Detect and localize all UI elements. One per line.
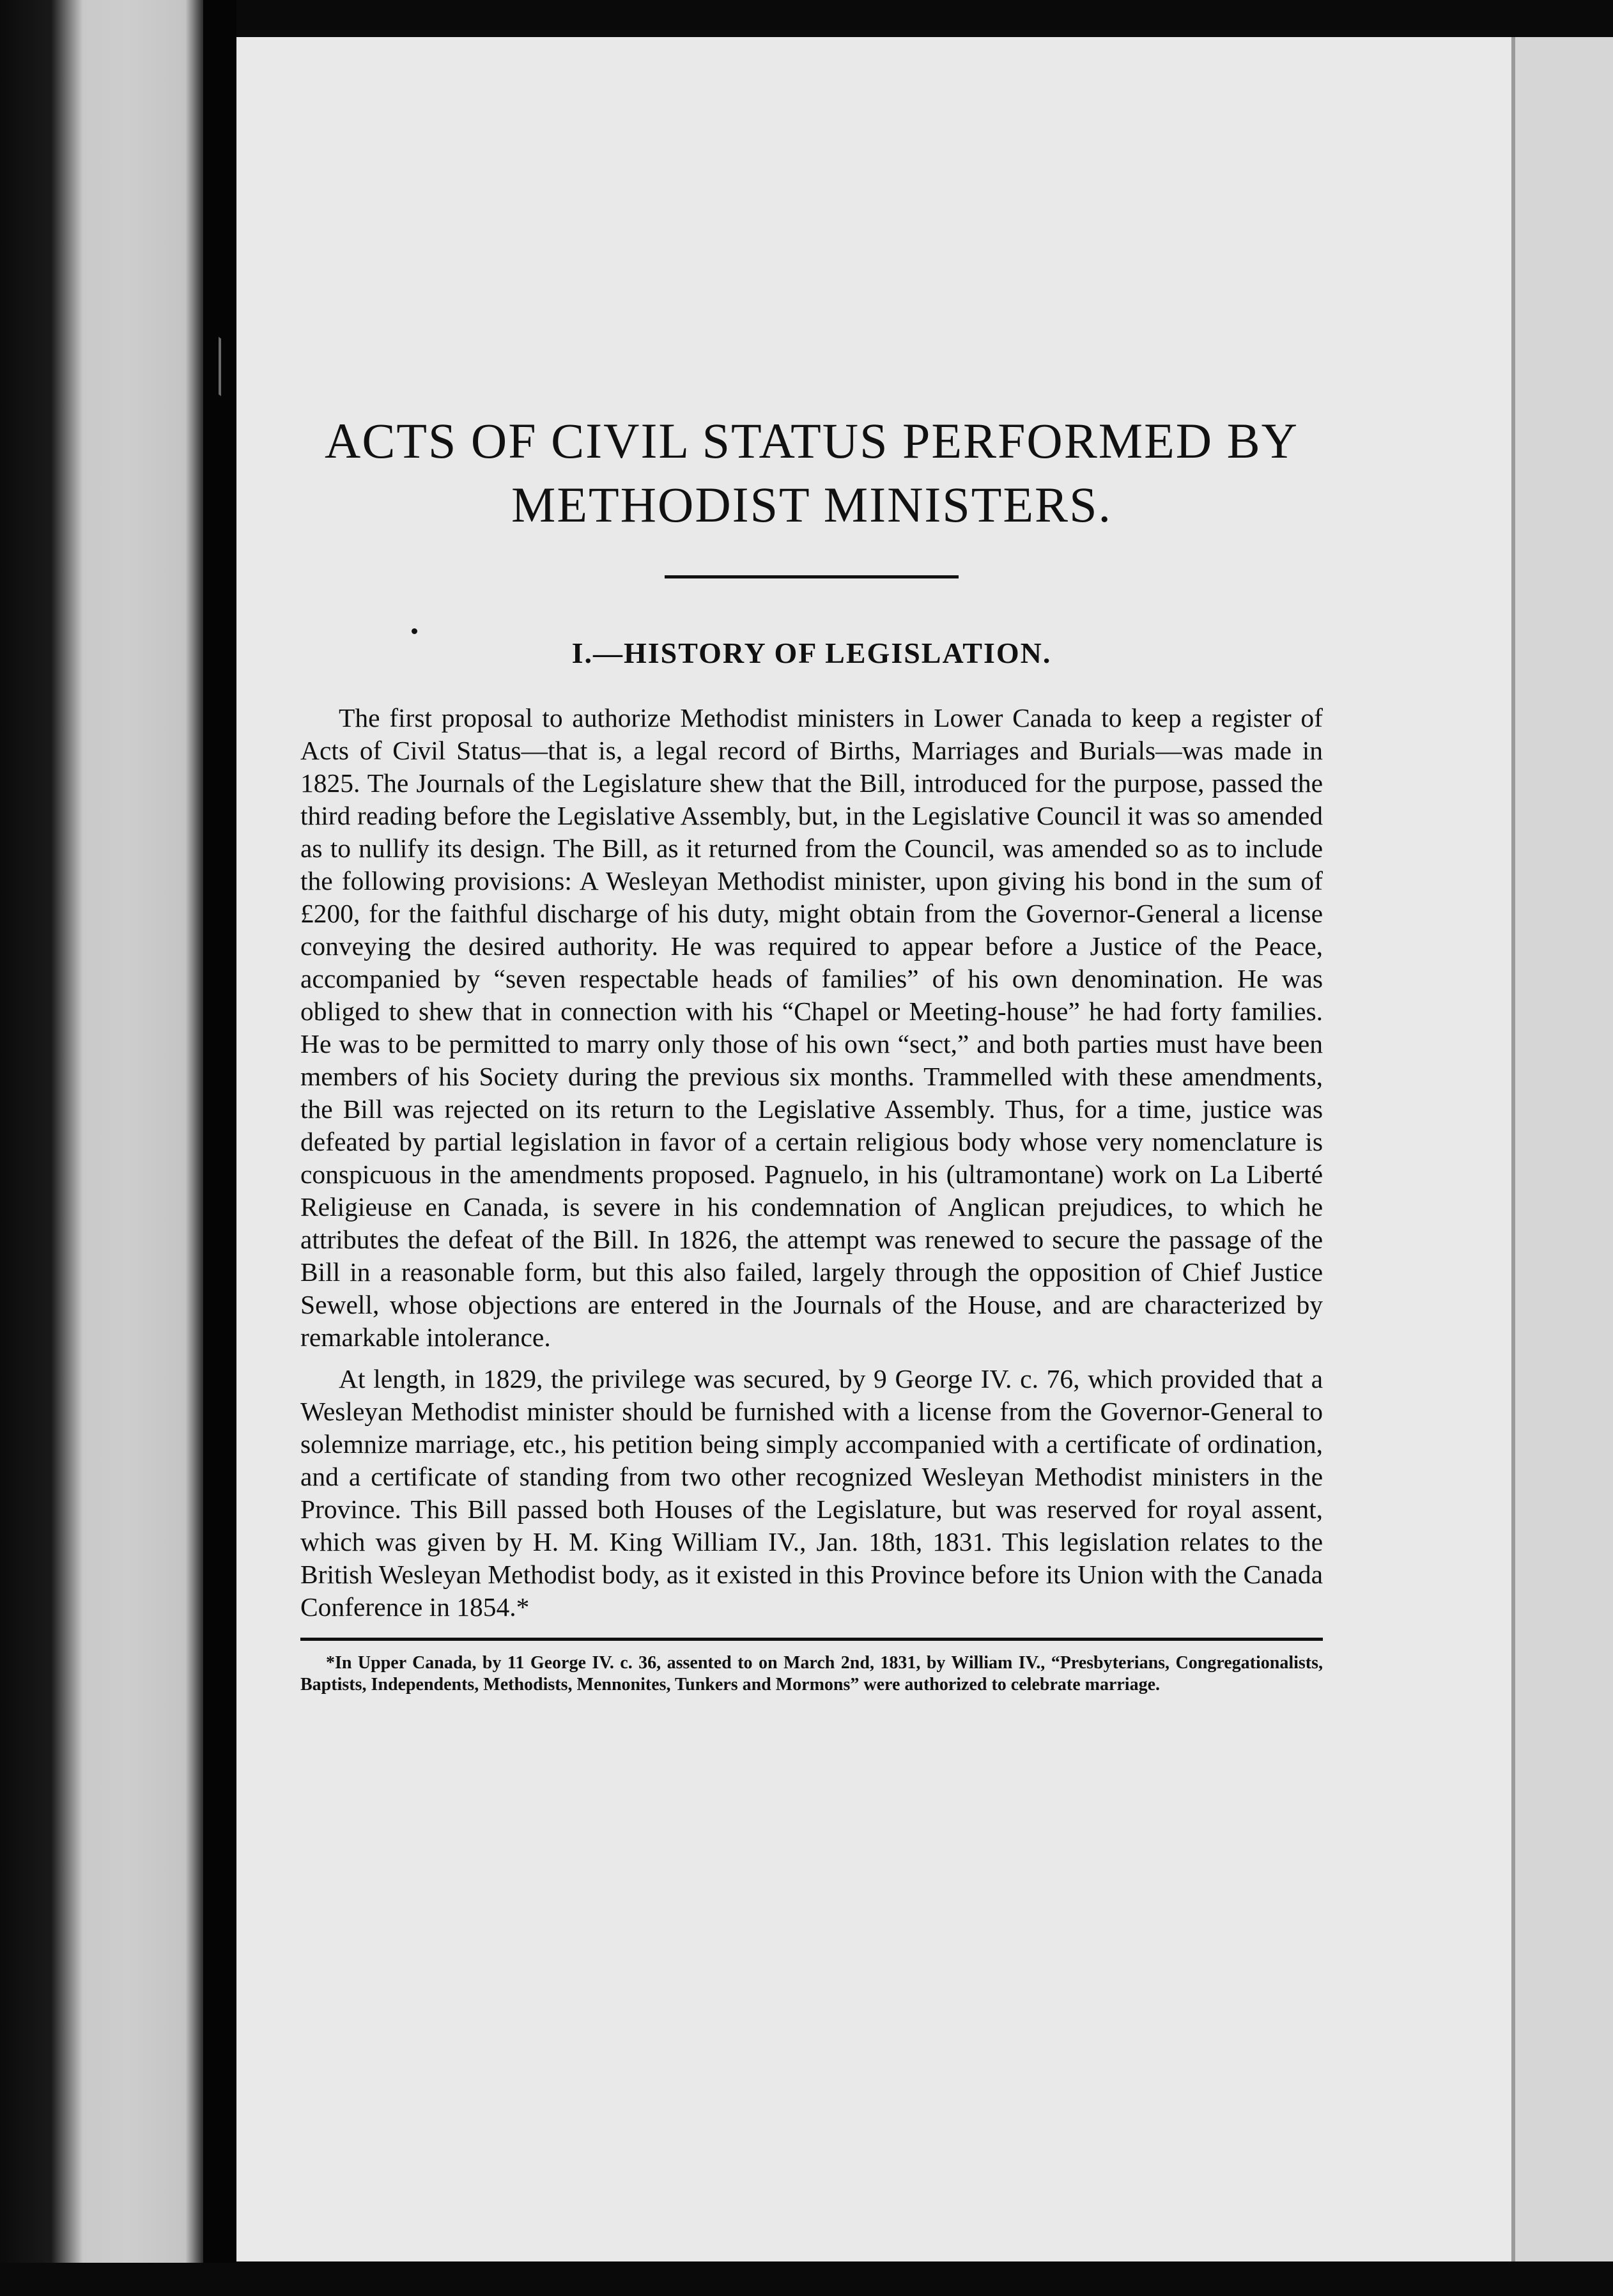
page-right-margin bbox=[1515, 37, 1613, 2261]
facing-page-edge bbox=[0, 0, 203, 2296]
page-content bbox=[300, 409, 1323, 1696]
section-heading: I.—HISTORY OF LEGISLATION. bbox=[571, 637, 1052, 669]
scan-bottom-border bbox=[0, 2263, 1613, 2296]
footnote: *In Upper Canada, by 11 George IV. c. 36, assented to on March 2nd, 1831, by William IV., “Presbyterians, Congregationalists, Baptists, Independents, Methodists, Mennonites, Tunkers and Mormons” were authorized to celebrate marriage. bbox=[300, 1653, 1323, 1695]
page-fold-mark bbox=[203, 326, 221, 396]
footnote-divider bbox=[300, 1638, 1323, 1641]
body-paragraph-1: The first proposal to authorize Methodist ministers in Lower Canada to keep a register of Acts of Civil Status—that is, a legal record of Births, Marriages and Burials—was made in 1825. The Journals of the Legislature shew that the Bill, introduced for the purpose, passed the third reading before the Legislative Assembly, but, in the Legislative Council it was so amended as to nullify its design. The Bill, as it returned from the Council, was amended so as to include the following provisions: A Wesleyan Methodist minister, upon giving his bond in the sum of £200, for the faithful discharge of his duty, might obtain from the Governor-General a license conveying the desired authority. He was required to appear before a Justice of the Peace, accompanied by “seven respectable heads of families” of his own denomination. He was obliged to shew that in connection with his “Chapel or Meeting-house” he had forty families. He was to be permitted to marry only those of his own “sect,” and both parties must have been members of his Society during the previous six months. Trammelled with these amendments, the Bill was rejected on its return to the Legislative Assembly. Thus, for a time, justice was defeated by partial legislation in favor of a certain religious body whose very nomenclature is conspicuous in the amendments proposed. Pagnuelo, in his (ultramontane) work on La Liberté Religieuse en Canada, is severe in his condemnation of Anglican prejudices, to which he attributes the defeat of the Bill. In 1826, the attempt was renewed to secure the passage of the Bill in a reasonable form, but this also failed, largely through the opposition of Chief Justice Sewell, whose objections are entered in the Journals of the House, and are characterized by remarkable intolerance. bbox=[300, 703, 1323, 1352]
body-paragraph-2: At length, in 1829, the privilege was secured, by 9 George IV. c. 76, which provided that a Wesleyan Methodist minister should be furnished with a license from the Governor-General to solemnize marriage, etc., his petition being simply accompanied with a certificate of ordination, and a certificate of standing from two other recognized Wesleyan Methodist ministers in the Province. This Bill passed both Houses of the Legislature, but was reserved for royal assent, which was given by H. M. King William IV., Jan. 18th, 1831. This legislation relates to the British Wesleyan Methodist body, as it existed in this Province before its Union with the Canada Conference in 1854.* bbox=[300, 1364, 1323, 1622]
document-title: ACTS OF CIVIL STATUS PERFORMED BY METHODIST MINISTERS. bbox=[325, 413, 1299, 532]
title-divider bbox=[665, 575, 959, 578]
